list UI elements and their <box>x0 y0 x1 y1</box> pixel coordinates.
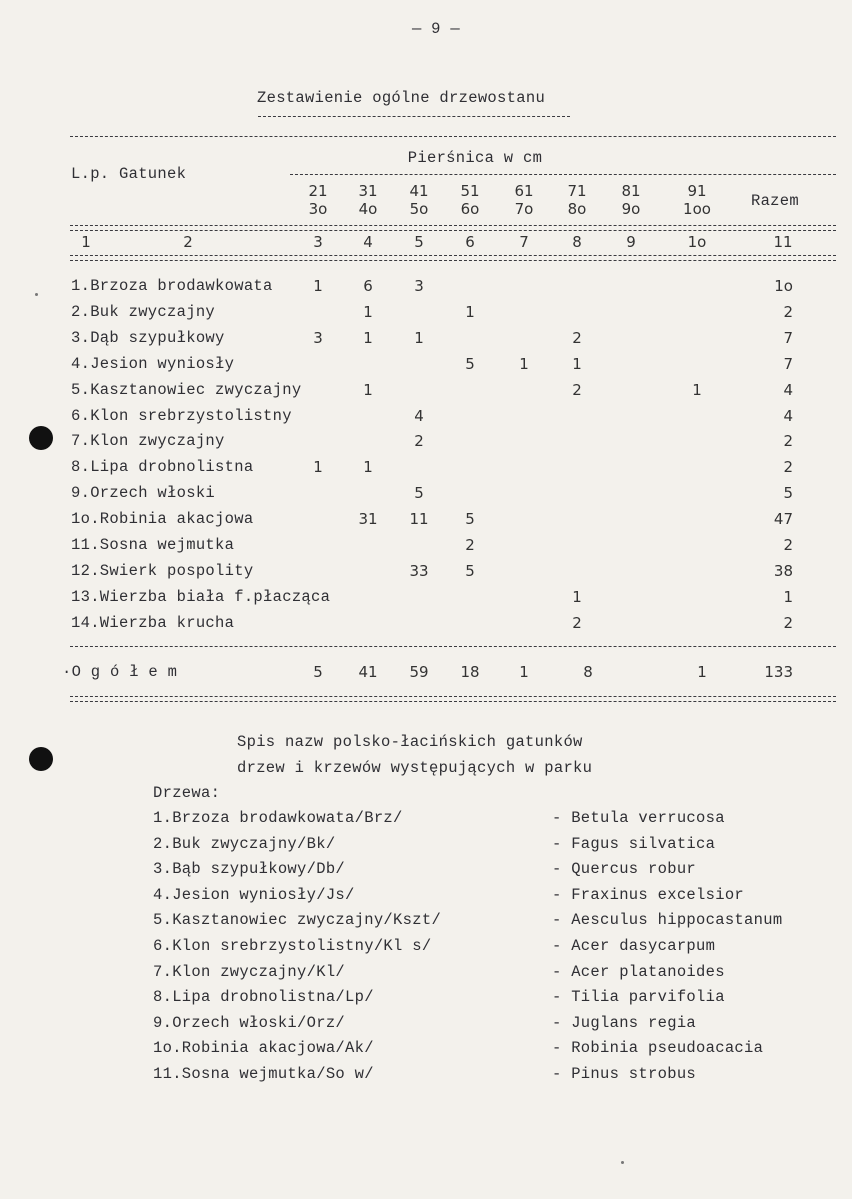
latin-name: - Quercus robur <box>552 860 697 879</box>
column-number: 11 <box>773 233 793 251</box>
polish-name: 8.Lipa drobnolistna/Lp/ <box>153 988 374 1007</box>
cell-value: 11 <box>409 510 429 529</box>
species-name: 11.Sosna wejmutka <box>71 536 235 554</box>
cell-value: 5 <box>465 510 475 529</box>
range-bottom: 4o <box>358 200 378 218</box>
page-number: — 9 — <box>411 20 460 38</box>
cell-value: 33 <box>409 561 429 580</box>
range-bottom: 8o <box>567 200 587 218</box>
header-piersnica: Pierśnica w cm <box>407 149 543 167</box>
speck <box>621 1161 624 1164</box>
species-name: 13.Wierzba biała f.płacząca <box>71 587 331 606</box>
punch-hole-lower <box>29 747 53 771</box>
title-underline <box>258 116 570 117</box>
column-number: 8 <box>572 233 582 251</box>
cell-value: 1 <box>363 380 373 399</box>
column-number: 4 <box>363 233 373 251</box>
range-bottom: 1oo <box>683 200 711 218</box>
species-name: 1o.Robinia akacjowa <box>71 510 254 529</box>
range-top: 51 <box>460 182 480 200</box>
list-title-line2: drzew i krzewów występujących w parku <box>237 759 593 777</box>
total-value: 18 <box>460 663 480 681</box>
polish-name: 6.Klon srebrzystolistny/Kl s/ <box>153 937 432 955</box>
latin-name: - Pinus strobus <box>552 1065 697 1083</box>
range-bottom: 5o <box>409 200 429 218</box>
cell-value: 2 <box>572 380 582 399</box>
column-number: 9 <box>626 233 636 251</box>
range-top: 91 <box>687 182 707 200</box>
column-number: 6 <box>465 233 475 251</box>
row-total: 2 <box>783 613 793 632</box>
cell-value: 3 <box>414 277 424 295</box>
polish-name: 9.Orzech włoski/Orz/ <box>153 1013 346 1032</box>
table-bottom-rule <box>70 696 836 702</box>
range-bottom: 6o <box>460 200 480 218</box>
polish-name: 1o.Robinia akacjowa/Ak/ <box>153 1039 374 1058</box>
cell-value: 4 <box>414 406 424 425</box>
cell-value: 1 <box>572 587 582 606</box>
cell-value: 6 <box>363 277 373 295</box>
polish-name: 5.Kasztanowiec zwyczajny/Kszt/ <box>153 911 442 930</box>
row-total: 2 <box>783 432 793 451</box>
cell-value: 1 <box>363 328 373 347</box>
range-bottom: 9o <box>621 200 641 218</box>
punch-hole-upper <box>29 426 53 450</box>
table-top-rule <box>70 136 836 137</box>
species-name: 14.Wierzba krucha <box>71 613 235 632</box>
column-numbers-rule <box>70 255 836 261</box>
polish-name: 2.Buk zwyczajny/Bk/ <box>153 834 336 853</box>
cell-value: 1 <box>519 354 529 373</box>
species-name: 3.Dąb szypułkowy <box>71 328 225 347</box>
row-total: 38 <box>773 561 793 580</box>
range-top: 61 <box>514 182 534 200</box>
polish-name: 11.Sosna wejmutka/So w/ <box>153 1065 374 1083</box>
cell-value: 1 <box>572 354 582 373</box>
total-value: 59 <box>409 663 429 681</box>
cell-value: 2 <box>414 432 424 451</box>
column-number: 7 <box>519 233 529 251</box>
latin-name: - Acer platanoides <box>552 962 725 981</box>
species-name: 9.Orzech włoski <box>71 484 216 503</box>
range-top: 21 <box>308 182 328 200</box>
cell-value: 2 <box>465 536 475 554</box>
range-top: 71 <box>567 182 587 200</box>
row-total: 2 <box>783 536 793 554</box>
cell-value: 5 <box>465 354 475 373</box>
species-name: 12.Swierk pospolity <box>71 561 254 580</box>
totals-label: ·O g ó ł e m <box>62 663 178 681</box>
header-sub-rule <box>290 174 836 175</box>
cell-value: 3 <box>313 328 323 347</box>
cell-value: 2 <box>572 328 582 347</box>
latin-name: - Fraxinus excelsior <box>552 885 745 904</box>
total-value: 1 <box>697 663 707 681</box>
row-total: 4 <box>783 406 793 425</box>
header-lp-gatunek: L.p. Gatunek <box>71 165 187 183</box>
polish-name: 1.Brzoza brodawkowata/Brz/ <box>153 809 403 827</box>
list-title-line1: Spis nazw polsko-łacińskich gatunków <box>237 733 583 751</box>
cell-value: 5 <box>465 561 475 580</box>
cell-value: 1 <box>363 302 373 321</box>
cell-value: 1 <box>313 277 323 295</box>
latin-name: - Tilia parvifolia <box>552 988 725 1007</box>
column-number: 2 <box>183 233 193 251</box>
column-number: 1 <box>81 233 91 251</box>
header-razem: Razem <box>750 192 799 210</box>
cell-value: 2 <box>572 613 582 632</box>
cell-value: 1 <box>414 328 424 347</box>
latin-name: - Acer dasycarpum <box>552 937 716 955</box>
latin-name: - Juglans regia <box>552 1013 697 1032</box>
species-name: 1.Brzoza brodawkowata <box>71 277 273 295</box>
body-bottom-rule <box>70 646 836 647</box>
polish-name: 3.Bąb szypułkowy/Db/ <box>153 860 346 879</box>
species-name: 2.Buk zwyczajny <box>71 302 216 321</box>
cell-value: 1 <box>363 458 373 477</box>
row-total: 2 <box>783 302 793 321</box>
header-rule <box>70 225 836 231</box>
cell-value: 1 <box>313 458 323 477</box>
column-number: 3 <box>313 233 323 251</box>
latin-name: - Fagus silvatica <box>552 834 716 853</box>
latin-name: - Betula verrucosa <box>552 809 725 827</box>
total-value: 5 <box>313 663 323 681</box>
row-total: 7 <box>783 328 793 347</box>
total-value: 1 <box>519 663 529 681</box>
table-title: Zestawienie ogólne drzewostanu <box>257 89 546 107</box>
range-top: 41 <box>409 182 429 200</box>
row-total: 7 <box>783 354 793 373</box>
total-value: 8 <box>583 663 593 681</box>
cell-value: 31 <box>358 510 378 529</box>
total-value: 41 <box>358 663 378 681</box>
row-total: 1o <box>774 277 793 295</box>
species-name: 4.Jesion wyniosły <box>71 354 235 373</box>
range-bottom: 3o <box>308 200 328 218</box>
row-total: 2 <box>783 458 793 477</box>
latin-name: - Aesculus hippocastanum <box>552 911 783 930</box>
species-name: 8.Lipa drobnolistna <box>71 458 254 477</box>
column-number: 1o <box>687 233 707 251</box>
species-name: 7.Klon zwyczajny <box>71 432 225 451</box>
range-top: 31 <box>358 182 378 200</box>
row-total: 5 <box>783 484 793 503</box>
list-subtitle: Drzewa: <box>153 784 221 802</box>
range-top: 81 <box>621 182 641 200</box>
polish-name: 4.Jesion wyniosły/Js/ <box>153 885 355 904</box>
cell-value: 1 <box>692 380 702 399</box>
species-name: 5.Kasztanowiec zwyczajny <box>71 380 302 399</box>
cell-value: 5 <box>414 484 424 503</box>
range-bottom: 7o <box>514 200 534 218</box>
grand-total: 133 <box>764 663 793 681</box>
latin-name: - Robinia pseudoacacia <box>552 1039 764 1058</box>
column-number: 5 <box>414 233 424 251</box>
speck <box>35 293 38 296</box>
polish-name: 7.Klon zwyczajny/Kl/ <box>153 962 346 981</box>
cell-value: 1 <box>465 302 475 321</box>
row-total: 1 <box>783 587 793 606</box>
row-total: 47 <box>773 510 793 529</box>
row-total: 4 <box>783 380 793 399</box>
species-name: 6.Klon srebrzystolistny <box>71 406 292 425</box>
